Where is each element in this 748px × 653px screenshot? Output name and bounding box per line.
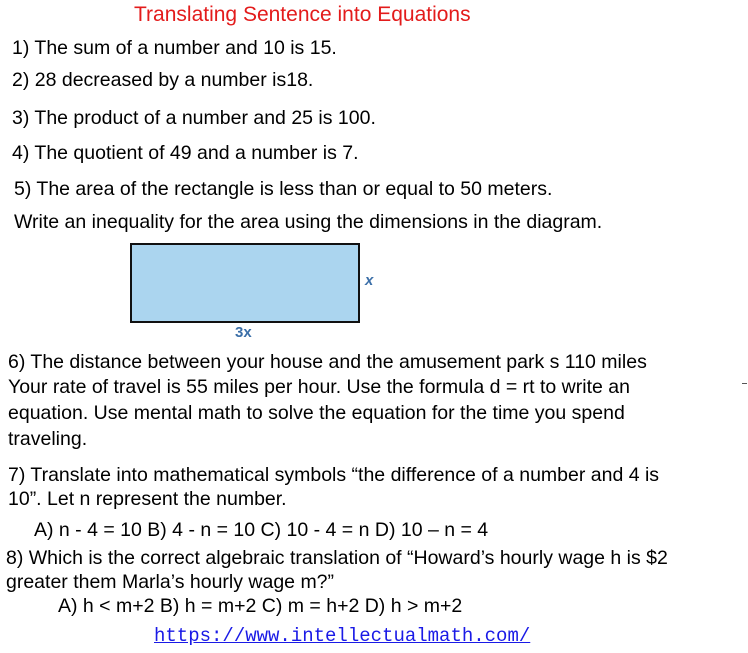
question-4: 4) The quotient of 49 and a number is 7.	[12, 142, 359, 164]
question-7-line-1: 7) Translate into mathematical symbols “the difference of a number and 4 is	[8, 464, 660, 486]
question-3: 3) The product of a number and 25 is 100.	[12, 107, 376, 129]
question-8-options: A) h < m+2 B) h = m+2 C) m = h+2 D) h > m+2	[58, 595, 463, 617]
website-link[interactable]: https://www.intellectualmath.com/	[154, 625, 531, 647]
question-5-instruction: Write an inequality for the area using the dimensions in the diagram.	[14, 211, 603, 233]
rectangle-diagram	[130, 243, 360, 323]
question-7-options: A) n - 4 = 10 B) 4 - n = 10 C) 10 - 4 = n D) 10 – n = 4	[34, 519, 489, 541]
question-6-line-2: Your rate of travel is 55 miles per hour. Use the formula d = rt to write an	[8, 376, 630, 398]
question-2: 2) 28 decreased by a number is18.	[12, 69, 314, 91]
rectangle-width-label: 3x	[235, 324, 252, 341]
rectangle-height-label: x	[365, 272, 374, 289]
question-8-line-2: greater them Marla’s hourly wage m?”	[6, 571, 335, 593]
question-8-line-1: 8) Which is the correct algebraic translation of “Howard’s hourly wage h is $2	[6, 547, 668, 569]
question-5: 5) The area of the rectangle is less than or equal to 50 meters.	[14, 178, 553, 200]
page-title: Translating Sentence into Equations	[134, 3, 471, 26]
edge-mark	[742, 383, 747, 384]
question-6-line-3: equation. Use mental math to solve the equation for the time you spend	[8, 402, 625, 424]
question-6-line-1: 6) The distance between your house and the amusement park s 110 miles	[8, 351, 647, 373]
question-6-line-4: traveling.	[8, 428, 88, 450]
question-1: 1) The sum of a number and 10 is 15.	[12, 37, 337, 59]
question-7-line-2: 10”. Let n represent the number.	[8, 488, 287, 510]
